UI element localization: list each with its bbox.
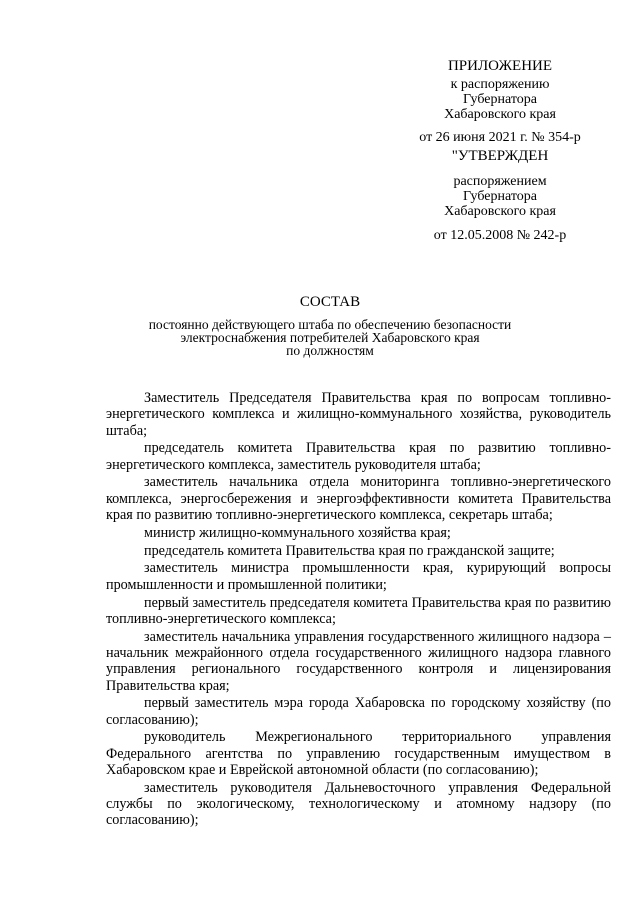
appendix-block <box>390 58 610 145</box>
document-title: СОСТАВ <box>299 294 361 310</box>
appendix-date-line: от 26 июня 2021 г. № 354-р <box>419 130 581 145</box>
member-item: заместитель руководителя Дальневосточного управления Федеральной службы по экологическому, технологическому и атомному надзору (по согласованию); <box>106 779 611 829</box>
member-item: заместитель министра промышленности края, курирующий вопросы промышленности и промышленной политики; <box>106 560 611 593</box>
approval-line: распоряжением <box>453 174 547 189</box>
member-item: министр жилищно-коммунального хозяйства края; <box>144 524 451 541</box>
approval-date-line: от 12.05.2008 № 242-р <box>433 228 567 243</box>
member-item: председатель комитета Правительства края по развитию топливно-энергетического комплекса, заместитель руководителя штаба; <box>106 440 611 473</box>
approval-line: Хабаровского края <box>444 204 556 219</box>
appendix-line: Губернатора <box>462 92 538 107</box>
member-item: руководитель Межрегионального территориального управления Федерального агентства по управлению государственным имуществом в Хабаровском крае и Еврейской автономной области (по согласованию); <box>106 729 611 779</box>
appendix-heading: ПРИЛОЖЕНИЕ <box>447 58 553 74</box>
member-item: председатель комитета Правительства края по гражданской защите; <box>144 542 555 559</box>
document-subtitle <box>100 318 560 357</box>
subtitle-line: электроснабжения потребителей Хабаровского края <box>180 330 480 345</box>
member-item: Заместитель Председателя Правительства края по вопросам топливно-энергетического комплекса и жилищно-коммунального хозяйства, руководитель штаба; <box>106 390 611 439</box>
appendix-line: к распоряжению <box>450 77 550 92</box>
subtitle-line: по должностям <box>286 343 374 358</box>
member-item: первый заместитель мэра города Хабаровска по городскому хозяйству (по согласованию); <box>106 695 611 728</box>
approval-block <box>390 148 610 243</box>
appendix-line: Хабаровского края <box>444 107 556 122</box>
subtitle-line: постоянно действующего штаба по обеспечению безопасности <box>148 317 512 332</box>
member-item: первый заместитель председателя комитета Правительства края по развитию топливно-энергетического комплекса; <box>106 594 611 627</box>
approval-line: Губернатора <box>462 189 538 204</box>
members-list <box>106 390 611 830</box>
member-item: заместитель начальника отдела мониторинга топливно-энергетического комплекса, энергосбережения и энергоэффективности комитета Правительства края по развитию топливно-энергетического комплекса, секретарь штаба; <box>106 474 611 524</box>
approval-heading: "УТВЕРЖДЕН <box>451 148 549 164</box>
member-item: заместитель начальника управления государственного жилищного надзора – начальник межрайонного отдела государственного жилищного надзора главного управления регионального государственного контроля и лицензирования Правительства края; <box>106 628 611 694</box>
